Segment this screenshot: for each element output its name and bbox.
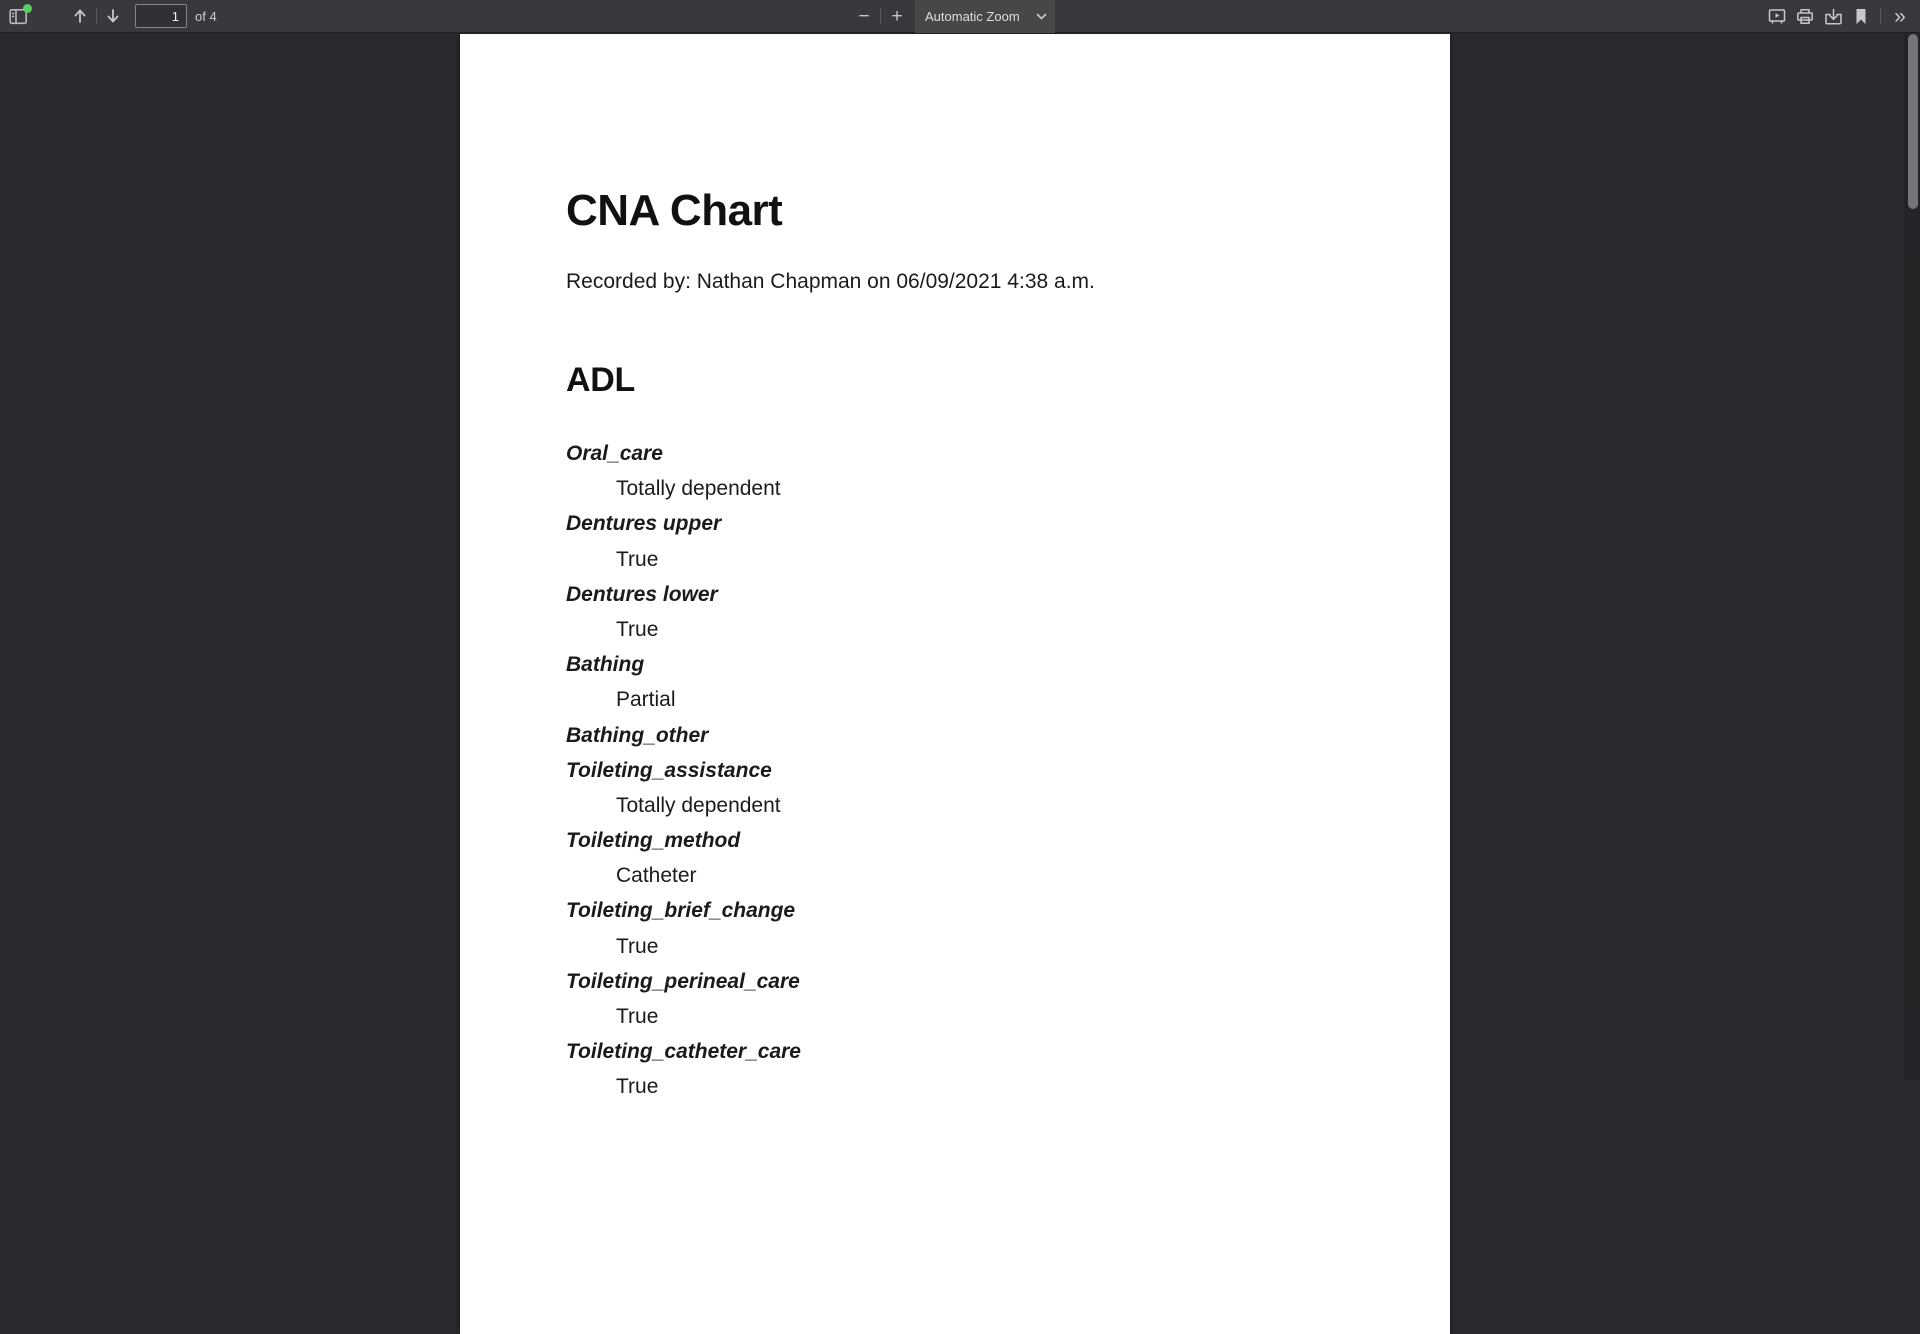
field-row xyxy=(566,823,1344,893)
field-row xyxy=(566,964,1344,1034)
field-label: Bathing xyxy=(566,653,645,677)
arrow-up-icon xyxy=(72,8,88,24)
toolbar-center-group xyxy=(850,0,1055,32)
toolbar-right-group xyxy=(1763,0,1914,32)
field-value: Totally dependent xyxy=(616,477,781,501)
toggle-sidebar-button[interactable] xyxy=(4,2,32,30)
field-label: Toileting_assistance xyxy=(566,758,772,782)
pdf-page xyxy=(460,34,1450,1334)
zoom-scale-value: Automatic Zoom xyxy=(925,8,1020,24)
field-label: Oral_care xyxy=(566,442,663,465)
field-label: Toileting_brief_change xyxy=(566,899,796,923)
zoom-out-button[interactable]: − xyxy=(850,2,878,30)
save-download-icon xyxy=(1824,8,1843,25)
field-row xyxy=(566,506,1344,576)
field-row xyxy=(566,577,1344,647)
pdf-viewer-area xyxy=(0,34,1920,1099)
document-content xyxy=(460,184,1450,1105)
page-count-label: of 4 xyxy=(195,8,217,24)
field-row xyxy=(566,647,1344,717)
field-label: Toileting_catheter_care xyxy=(566,1040,801,1064)
toolbar-separator xyxy=(1880,8,1881,24)
presentation-mode-icon xyxy=(1768,8,1786,25)
previous-page-button[interactable] xyxy=(66,2,94,30)
more-tools-button[interactable]: » xyxy=(1886,2,1914,30)
field-label: Bathing_other xyxy=(566,723,709,747)
field-row xyxy=(566,718,1344,753)
next-page-button[interactable] xyxy=(99,2,127,30)
chevron-down-icon xyxy=(1036,7,1047,25)
current-view-bookmark-button[interactable] xyxy=(1847,2,1875,30)
printer-icon xyxy=(1796,8,1814,25)
print-button[interactable] xyxy=(1791,2,1819,30)
section-heading: ADL xyxy=(566,361,635,399)
arrow-down-icon xyxy=(105,8,121,24)
field-value: True xyxy=(616,617,659,641)
document-title: CNA Chart xyxy=(566,186,783,235)
zoom-scale-select[interactable] xyxy=(915,0,1055,33)
field-value: Totally dependent xyxy=(616,793,781,817)
save-button[interactable] xyxy=(1819,2,1847,30)
field-value: True xyxy=(616,1005,659,1028)
field-row xyxy=(566,436,1344,506)
field-label: Toileting_method xyxy=(566,829,741,853)
field-list xyxy=(566,436,1344,1105)
zoom-in-button[interactable]: + xyxy=(883,2,911,30)
page-number-input[interactable] xyxy=(135,4,187,28)
field-value: Catheter xyxy=(616,864,697,888)
field-value: Partial xyxy=(616,688,676,712)
toolbar-separator xyxy=(880,8,881,24)
recorded-by-line: Recorded by: Nathan Chapman on 06/09/2021 4:38 a.m. xyxy=(566,270,1095,293)
scrollbar-thumb[interactable] xyxy=(1908,34,1918,209)
field-label: Dentures lower xyxy=(566,582,718,606)
toolbar-separator xyxy=(96,8,97,24)
toolbar-left-group xyxy=(0,0,217,32)
pdf-toolbar xyxy=(0,0,1920,33)
field-label: Dentures upper xyxy=(566,512,722,536)
field-row xyxy=(566,1034,1344,1104)
field-label: Toileting_perineal_care xyxy=(566,969,800,993)
field-value: True xyxy=(616,547,659,571)
presentation-mode-button[interactable] xyxy=(1763,2,1791,30)
field-value: True xyxy=(616,934,659,958)
bookmark-icon xyxy=(1854,8,1868,25)
field-row xyxy=(566,893,1344,963)
field-value: True xyxy=(616,1075,659,1099)
sidebar-notification-dot xyxy=(23,4,32,13)
vertical-scrollbar[interactable] xyxy=(1904,34,1920,1080)
field-row xyxy=(566,753,1344,823)
